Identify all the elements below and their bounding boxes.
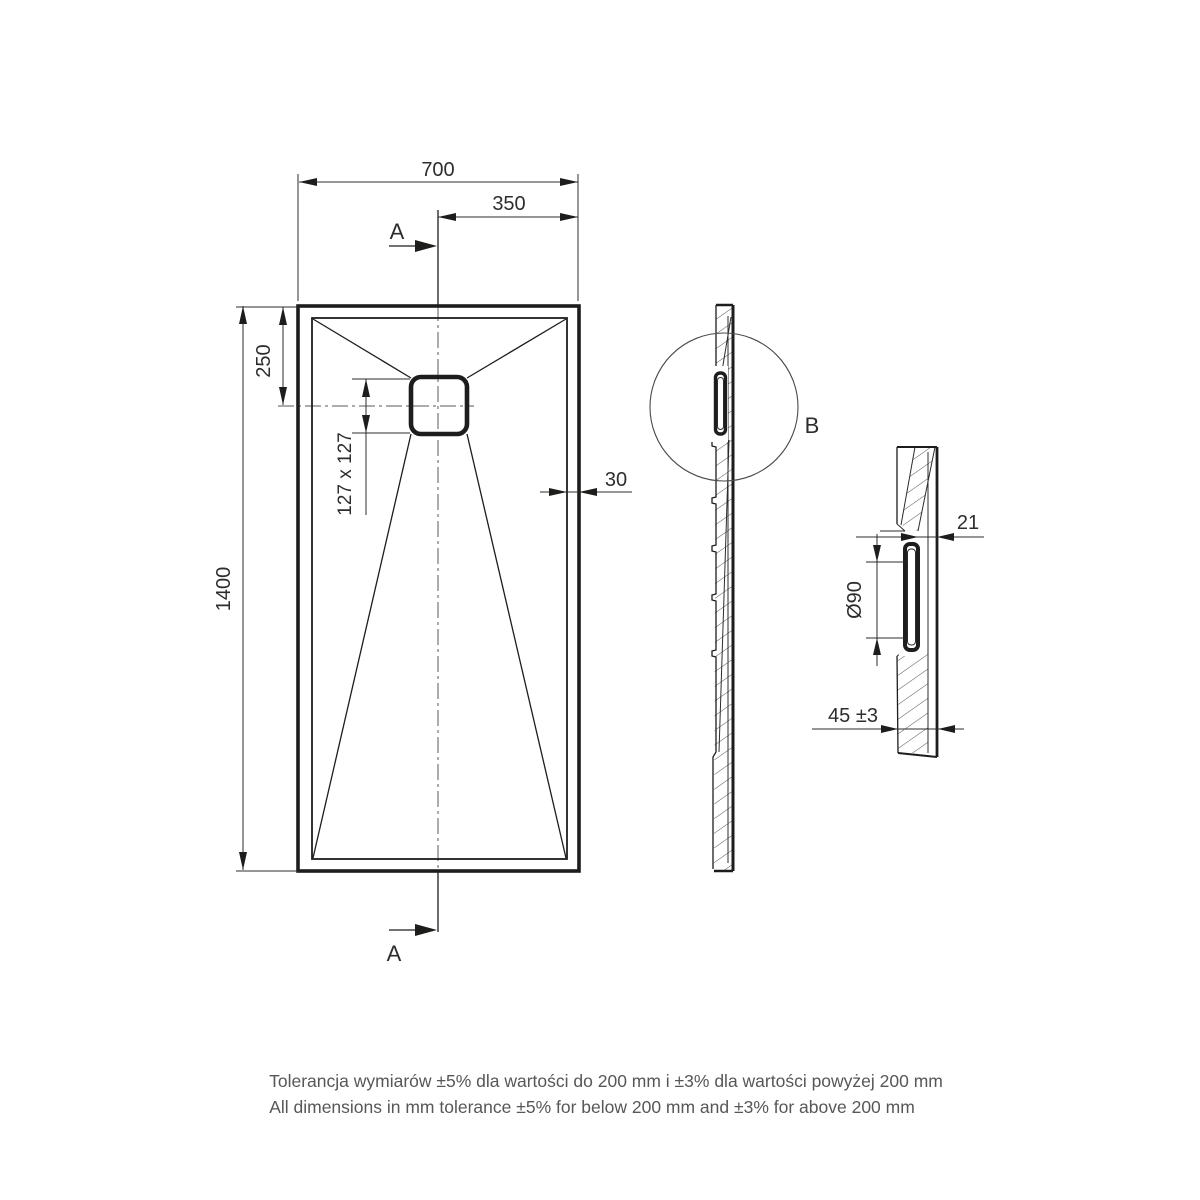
tray-inner-rect bbox=[312, 318, 567, 859]
detail-hatch-upper bbox=[901, 447, 935, 531]
dim-45-label: 45 ±3 bbox=[828, 705, 878, 727]
tolerance-note-en: All dimensions in mm tolerance ±5% for below 200 mm and ±3% for above 200 mm bbox=[269, 1097, 915, 1117]
detail-label: B bbox=[804, 413, 820, 438]
arrowhead bbox=[299, 178, 317, 186]
tolerance-notes bbox=[269, 1071, 943, 1117]
plan-view bbox=[213, 159, 632, 966]
slope-line-bottom-right bbox=[467, 434, 566, 858]
section-label-bottom: A bbox=[386, 941, 402, 966]
arrowhead bbox=[279, 387, 287, 405]
dim-30-label: 30 bbox=[604, 469, 628, 491]
arrowhead bbox=[873, 638, 881, 655]
dim-21-label: 21 bbox=[956, 512, 980, 534]
arrowhead bbox=[937, 533, 954, 541]
detail-bottom-edge bbox=[898, 753, 937, 757]
section-arrowhead-bottom bbox=[415, 924, 437, 936]
detail-hatch-lower bbox=[898, 652, 928, 753]
arrowhead bbox=[279, 307, 287, 325]
arrowhead bbox=[549, 488, 567, 496]
slope-line-bottom-left bbox=[313, 434, 411, 858]
detail-left-edge-bottom bbox=[897, 656, 898, 753]
section-label-top: A bbox=[389, 219, 405, 244]
section-arrowhead-top bbox=[415, 240, 437, 252]
arrowhead bbox=[873, 545, 881, 562]
arrowhead bbox=[938, 725, 955, 733]
arrowhead bbox=[579, 488, 597, 496]
arrowhead bbox=[362, 379, 370, 397]
arrowhead bbox=[881, 725, 898, 733]
dim-350-label: 350 bbox=[492, 193, 526, 215]
arrowhead bbox=[362, 415, 370, 433]
arrowhead bbox=[438, 213, 456, 221]
detail-view bbox=[812, 447, 984, 757]
dim-1400-label: 1400 bbox=[213, 566, 235, 612]
dim-700-label: 700 bbox=[421, 159, 455, 181]
arrowhead bbox=[239, 852, 247, 870]
arrowhead bbox=[239, 306, 247, 324]
dim-90-label: Ø90 bbox=[844, 581, 866, 619]
slope-line-top-left bbox=[313, 319, 411, 378]
arrowhead bbox=[560, 178, 578, 186]
arrowhead bbox=[560, 213, 578, 221]
dim-127-label: 127 x 127 bbox=[335, 432, 356, 516]
tolerance-note-pl: Tolerancja wymiarów ±5% dla wartości do 200 mm i ±3% dla wartości powyżej 200 mm bbox=[269, 1071, 943, 1091]
section-view bbox=[650, 305, 819, 871]
dim-250-label: 250 bbox=[253, 344, 275, 378]
slope-line-top-right bbox=[467, 319, 566, 378]
